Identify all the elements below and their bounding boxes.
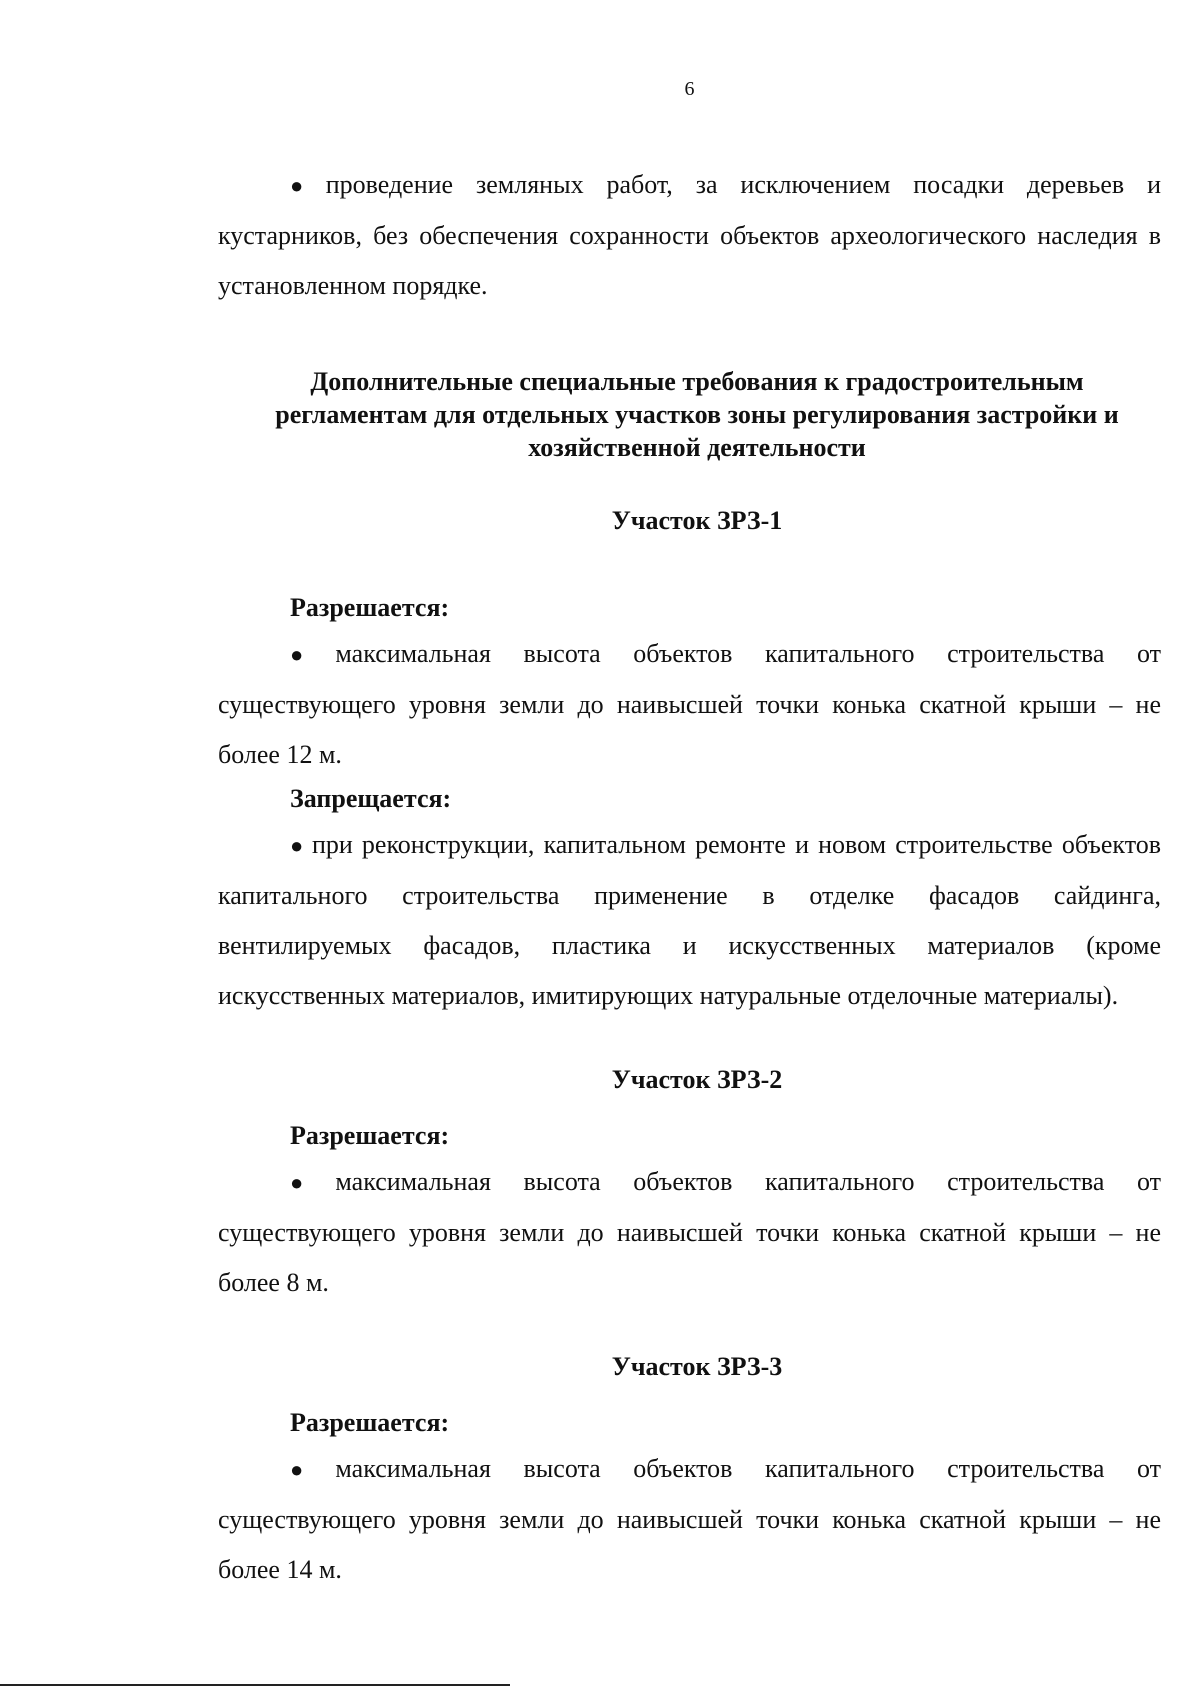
footer-rule <box>0 1684 510 1686</box>
allowed-label-zrz-1: Разрешается: <box>290 593 450 622</box>
page-number: 6 <box>684 78 695 100</box>
section-title-zrz-2: Участок ЗРЗ-2 <box>611 1065 783 1094</box>
allowed-paragraph-zrz-3 <box>218 1444 1161 1595</box>
forbidden-paragraph-zrz-1 <box>218 820 1161 1021</box>
intro-bullet-text: проведение земляных работ, за исключением посадки деревьев и кустарников, без обеспечения сохранности объектов археологического наследия в установленном порядке. <box>218 170 1161 300</box>
allowed-text-zrz-1: максимальная высота объектов капитального строительства от существующего уровня земли до наивысшей точки конька скатной крыши – не более 12 м. <box>218 639 1161 769</box>
document-body <box>218 160 1161 1595</box>
bullet-icon: ● <box>290 833 306 858</box>
allowed-text-zrz-3: максимальная высота объектов капитального строительства от существующего уровня земли до наивысшей точки конька скатной крыши – не более 14 м. <box>218 1454 1161 1584</box>
allowed-paragraph-zrz-1 <box>218 629 1161 780</box>
allowed-label-zrz-3: Разрешается: <box>290 1408 450 1437</box>
main-heading-block <box>218 365 1161 464</box>
allowed-label-zrz-2: Разрешается: <box>290 1121 450 1150</box>
bullet-icon: ● <box>290 1170 330 1195</box>
main-heading: Дополнительные специальные требования к градостроительным регламентам для отдельных участков зоны регулирования застройки и хозяйственной деятельности <box>275 367 1119 462</box>
allowed-paragraph-zrz-2 <box>218 1157 1161 1308</box>
bullet-icon: ● <box>290 1457 330 1482</box>
section-title-zrz-3: Участок ЗРЗ-3 <box>611 1352 783 1381</box>
intro-bullet-paragraph <box>218 160 1161 311</box>
bullet-icon: ● <box>290 173 320 198</box>
allowed-text-zrz-2: максимальная высота объектов капитального строительства от существующего уровня земли до наивысшей точки конька скатной крыши – не более 8 м. <box>218 1167 1161 1297</box>
bullet-icon: ● <box>290 642 330 667</box>
section-title-zrz-1: Участок ЗРЗ-1 <box>611 506 783 535</box>
forbidden-label-zrz-1: Запрещается: <box>290 784 452 813</box>
forbidden-text-zrz-1: при реконструкции, капитальном ремонте и новом строительстве объектов капитального строительства применение в отделке фасадов сайдинга, вентилируемых фасадов, пластика и искусственных материалов (кроме искусственных материалов, имитирующих натуральные отделочные материалы). <box>218 830 1161 1010</box>
